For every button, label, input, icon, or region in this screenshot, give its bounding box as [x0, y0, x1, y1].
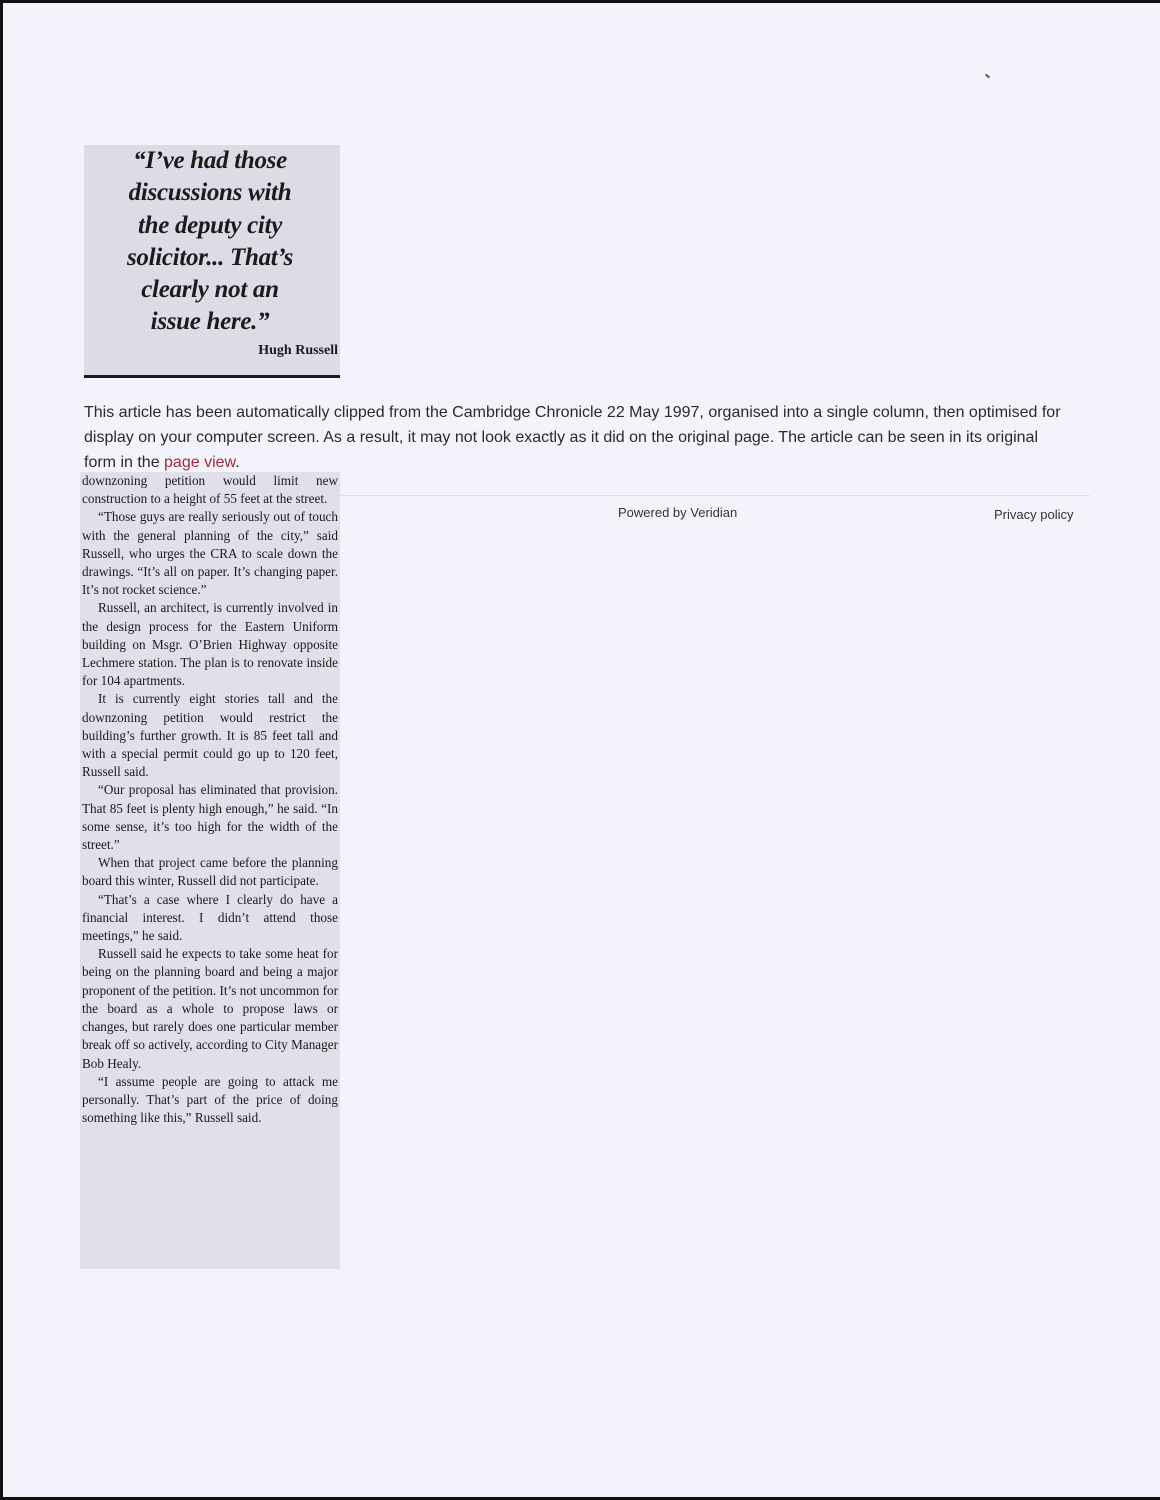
privacy-policy-link[interactable]: Privacy policy — [994, 507, 1074, 522]
article-paragraph: Russell, an architect, is currently involved in the design process for the Eastern Uniform building on Msgr. O’Brien Highway opposite Lechmere station. The plan is to renovate inside for 104 apartments. — [82, 600, 338, 689]
article-paragraph: downzoning petition would limit new construction to a height of 55 feet at the street. — [82, 473, 338, 507]
scan-edge-left — [0, 0, 3, 1500]
article-body — [82, 472, 338, 1127]
scan-edge-top — [0, 0, 1160, 3]
article-paragraph: Russell said he expects to take some heat for being on the planning board and being a major proponent of the petition. It’s not uncommon for the board as a whole to propose laws or changes, but rarely does one particular member break off so actively, according to City Manager Bob Healy. — [82, 946, 338, 1071]
clipping-notice — [84, 400, 1069, 475]
article-paragraph: “I assume people are going to attack me personally. That’s part of the price of doing something like this,” Russell said. — [82, 1073, 338, 1126]
article-paragraph: When that project came before the planning board this winter, Russell did not participate. — [82, 855, 338, 889]
article-paragraph: “That’s a case where I clearly do have a financial interest. I didn’t attend those meetings,” he said. — [82, 891, 338, 944]
clipping-notice-end: . — [235, 454, 240, 471]
clipping-notice-text: This article has been automatically clipped from the Cambridge Chronicle 22 May 1997, organised into a single column, then optimised for display on your computer screen. As a result, it may not look exactly as it did on the original page. The article can be seen in its original form in the — [84, 404, 1061, 471]
pull-quote-text: “I’ve had those discussions with the deputy city solicitor... That’s clearly not an issue here.” — [126, 147, 294, 336]
footer-powered-by: Powered by Veridian — [618, 505, 738, 520]
article-column-clipping — [80, 472, 340, 1269]
article-paragraph: “Our proposal has eliminated that provision. That 85 feet is plenty high enough,” he said. “In some sense, it’s too high for the width of the street.” — [82, 782, 338, 853]
scan-speck — [985, 74, 990, 79]
pull-quote-attribution: Hugh Russell — [258, 343, 338, 358]
page-view-link[interactable]: page view — [164, 454, 236, 471]
pull-quote-clipping — [84, 145, 340, 378]
article-paragraph: “Those guys are really seriously out of touch with the general planning of the city,” said Russell, who urges the CRA to scale down the drawings. “It’s all on paper. It’s changing paper. It’s not rocket science.” — [82, 509, 338, 598]
article-paragraph: It is currently eight stories tall and the downzoning petition would restrict the building’s further growth. It is 85 feet tall and with a special permit could go up to 120 feet, Russell said. — [82, 691, 338, 780]
